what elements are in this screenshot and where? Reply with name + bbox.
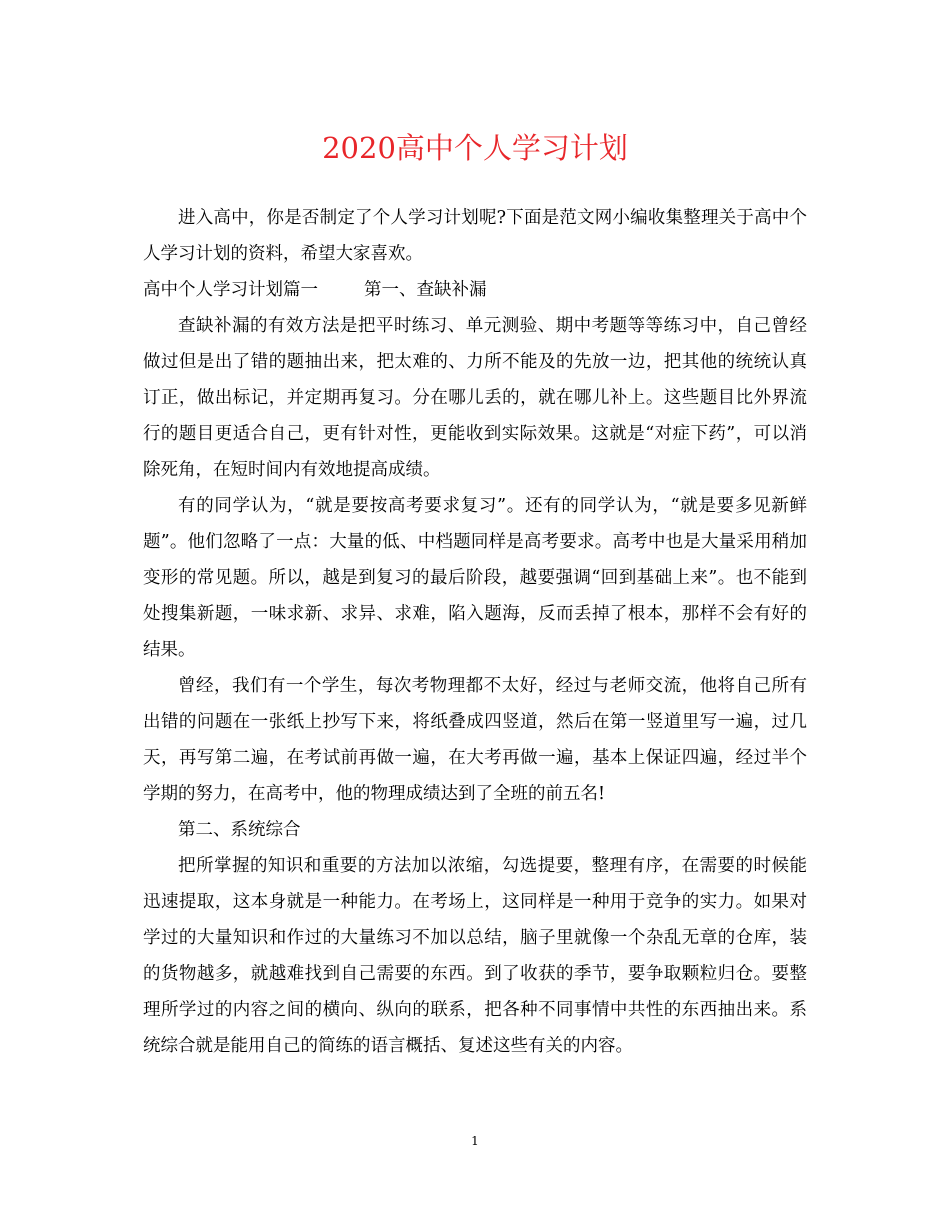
section1-heading-b: 第一、查缺补漏 <box>364 280 487 300</box>
section1-heading-line <box>143 272 807 308</box>
page-number: 1 <box>471 1134 479 1148</box>
section1-heading-a: 高中个人学习计划篇一 <box>143 280 318 300</box>
section2-heading: 第二、系统综合 <box>178 820 301 840</box>
paragraph-2: 有的同学认为，“就是要按高考要求复习”。还有的同学认为，“就是要多见新鲜题”。他们忽略了一点：大量的低、中档题同样是高考要求。高考中也是大量采用稍加变形的常见题。所以，越是到复习的最后阶段，越要强调“回到基础上来”。也不能到处搜集新题，一味求新、求异、求难，陷入题海，反而丢掉了根本，那样不会有好的结果。 <box>143 496 807 660</box>
document-body <box>143 200 807 1064</box>
document-title: 2020高中个人学习计划 <box>322 131 628 165</box>
paragraph-1: 查缺补漏的有效方法是把平时练习、单元测验、期中考题等等练习中，自己曾经做过但是出了错的题抽出来，把太难的、力所不能及的先放一边，把其他的统统认真订正，做出标记，并定期再复习。分在哪儿丢的，就在哪儿补上。这些题目比外界流行的题目更适合自己，更有针对性，更能收到实际效果。这就是“对症下药”，可以消除死角，在短时间内有效地提高成绩。 <box>143 316 807 480</box>
intro-paragraph: 进入高中，你是否制定了个人学习计划呢?下面是范文网小编收集整理关于高中个人学习计划的资料，希望大家喜欢。 <box>143 208 807 264</box>
paragraph-4: 把所掌握的知识和重要的方法加以浓缩，勾选提要，整理有序，在需要的时候能迅速提取，这本身就是一种能力。在考场上，这同样是一种用于竞争的实力。如果对学过的大量知识和作过的大量练习不加以总结，脑子里就像一个杂乱无章的仓库，装的货物越多，就越难找到自己需要的东西。到了收获的季节，要争取颗粒归仓。要整理所学过的内容之间的横向、纵向的联系，把各种不同事情中共性的东西抽出来。系统综合就是能用自己的简练的语言概括、复述这些有关的内容。 <box>143 856 807 1056</box>
paragraph-3: 曾经，我们有一个学生，每次考物理都不太好，经过与老师交流，他将自己所有出错的问题在一张纸上抄写下来，将纸叠成四竖道，然后在第一竖道里写一遍，过几天，再写第二遍，在考试前再做一遍，在大考再做一遍，基本上保证四遍，经过半个学期的努力，在高考中，他的物理成绩达到了全班的前五名! <box>143 676 807 804</box>
